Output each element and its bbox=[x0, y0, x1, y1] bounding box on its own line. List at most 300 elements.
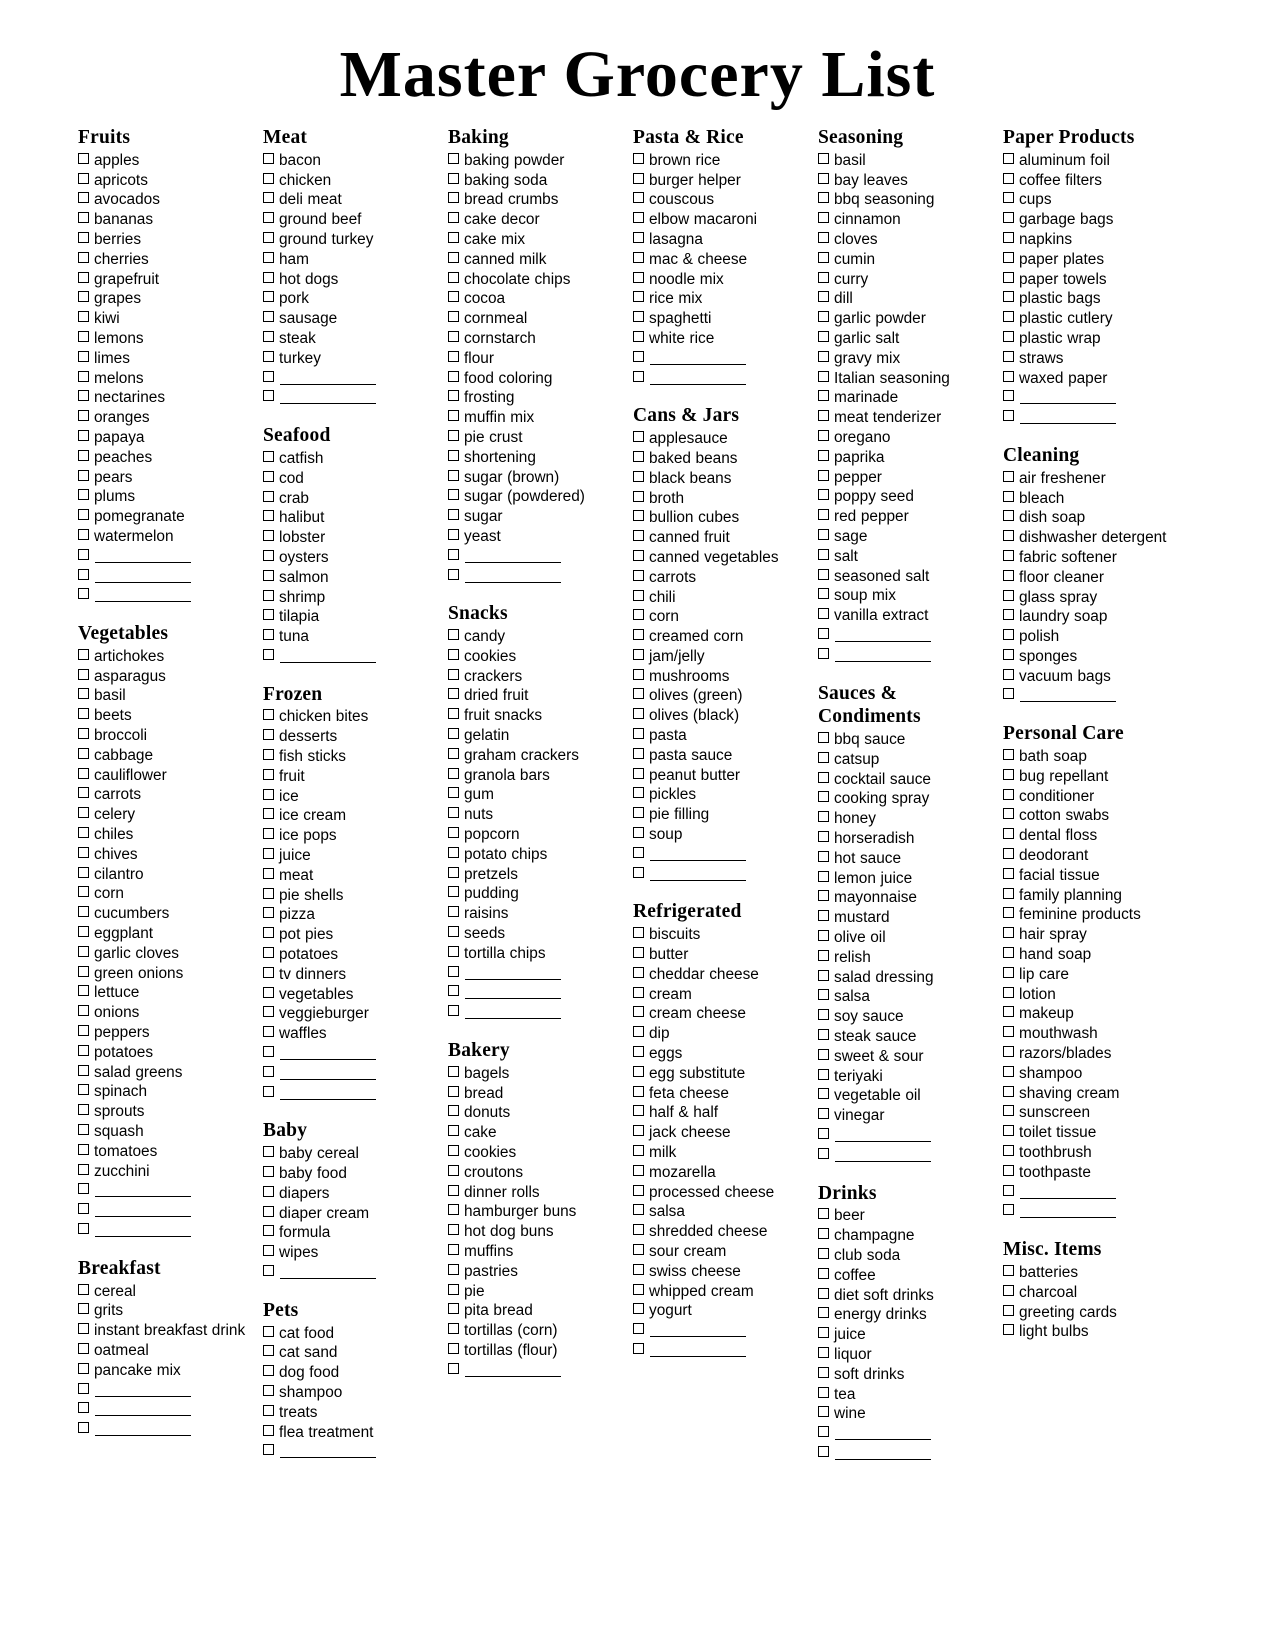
list-item[interactable] bbox=[263, 1004, 438, 1024]
checkbox-icon[interactable] bbox=[1003, 153, 1014, 164]
write-in-item[interactable] bbox=[263, 1044, 438, 1064]
write-in-item[interactable] bbox=[448, 1003, 623, 1023]
checkbox-icon[interactable] bbox=[818, 1069, 829, 1080]
checkbox-icon[interactable] bbox=[263, 947, 274, 958]
checkbox-icon[interactable] bbox=[633, 311, 644, 322]
list-item[interactable] bbox=[818, 730, 993, 750]
list-item[interactable] bbox=[448, 527, 623, 547]
list-item[interactable] bbox=[448, 766, 623, 786]
checkbox-icon[interactable] bbox=[1003, 510, 1014, 521]
list-item[interactable] bbox=[633, 607, 808, 627]
checkbox-icon[interactable] bbox=[1003, 311, 1014, 322]
checkbox-icon[interactable] bbox=[818, 1128, 829, 1139]
checkbox-icon[interactable] bbox=[818, 1248, 829, 1259]
list-item[interactable] bbox=[818, 1365, 993, 1385]
checkbox-icon[interactable] bbox=[263, 709, 274, 720]
list-item[interactable] bbox=[448, 329, 623, 349]
checkbox-icon[interactable] bbox=[818, 1208, 829, 1219]
list-item[interactable] bbox=[78, 448, 253, 468]
list-item[interactable] bbox=[1003, 965, 1178, 985]
checkbox-icon[interactable] bbox=[78, 509, 89, 520]
write-in-rule[interactable] bbox=[95, 1385, 191, 1397]
list-item[interactable] bbox=[78, 1003, 253, 1023]
checkbox-icon[interactable] bbox=[448, 1145, 459, 1156]
checkbox-icon[interactable] bbox=[448, 232, 459, 243]
list-item[interactable] bbox=[263, 1024, 438, 1044]
write-in-rule[interactable] bbox=[1020, 1206, 1116, 1218]
list-item[interactable] bbox=[1003, 886, 1178, 906]
checkbox-icon[interactable] bbox=[818, 192, 829, 203]
list-item[interactable] bbox=[633, 825, 808, 845]
write-in-item[interactable] bbox=[78, 1221, 253, 1241]
checkbox-icon[interactable] bbox=[78, 390, 89, 401]
list-item[interactable] bbox=[1003, 647, 1178, 667]
checkbox-icon[interactable] bbox=[263, 987, 274, 998]
checkbox-icon[interactable] bbox=[263, 491, 274, 502]
list-item[interactable] bbox=[1003, 826, 1178, 846]
list-item[interactable] bbox=[1003, 1303, 1178, 1323]
list-item[interactable] bbox=[78, 1162, 253, 1182]
checkbox-icon[interactable] bbox=[633, 867, 644, 878]
list-item[interactable] bbox=[263, 767, 438, 787]
checkbox-icon[interactable] bbox=[263, 1444, 274, 1455]
checkbox-icon[interactable] bbox=[448, 1185, 459, 1196]
list-item[interactable] bbox=[818, 606, 993, 626]
write-in-rule[interactable] bbox=[465, 551, 561, 563]
checkbox-icon[interactable] bbox=[633, 1185, 644, 1196]
checkbox-icon[interactable] bbox=[818, 232, 829, 243]
list-item[interactable] bbox=[633, 548, 808, 568]
list-item[interactable] bbox=[448, 487, 623, 507]
list-item[interactable] bbox=[78, 884, 253, 904]
checkbox-icon[interactable] bbox=[448, 966, 459, 977]
checkbox-icon[interactable] bbox=[1003, 1185, 1014, 1196]
checkbox-icon[interactable] bbox=[818, 890, 829, 901]
checkbox-icon[interactable] bbox=[818, 1049, 829, 1060]
write-in-rule[interactable] bbox=[1020, 1187, 1116, 1199]
list-item[interactable] bbox=[633, 449, 808, 469]
list-item[interactable] bbox=[1003, 1064, 1178, 1084]
list-item[interactable] bbox=[78, 805, 253, 825]
write-in-item[interactable] bbox=[818, 646, 993, 666]
checkbox-icon[interactable] bbox=[263, 1245, 274, 1256]
checkbox-icon[interactable] bbox=[78, 926, 89, 937]
checkbox-icon[interactable] bbox=[78, 1203, 89, 1214]
list-item[interactable] bbox=[78, 766, 253, 786]
write-in-rule[interactable] bbox=[280, 373, 376, 385]
list-item[interactable] bbox=[818, 586, 993, 606]
list-item[interactable] bbox=[633, 171, 808, 191]
write-in-rule[interactable] bbox=[1020, 392, 1116, 404]
list-item[interactable] bbox=[78, 1063, 253, 1083]
list-item[interactable] bbox=[78, 924, 253, 944]
checkbox-icon[interactable] bbox=[818, 910, 829, 921]
list-item[interactable] bbox=[263, 1144, 438, 1164]
write-in-rule[interactable] bbox=[835, 1150, 931, 1162]
list-item[interactable] bbox=[818, 928, 993, 948]
checkbox-icon[interactable] bbox=[263, 1206, 274, 1217]
list-item[interactable] bbox=[1003, 607, 1178, 627]
checkbox-icon[interactable] bbox=[1003, 789, 1014, 800]
list-item[interactable] bbox=[263, 210, 438, 230]
list-item[interactable] bbox=[633, 309, 808, 329]
list-item[interactable] bbox=[818, 1086, 993, 1106]
list-item[interactable] bbox=[1003, 329, 1178, 349]
list-item[interactable] bbox=[1003, 349, 1178, 369]
checkbox-icon[interactable] bbox=[633, 1204, 644, 1215]
list-item[interactable] bbox=[818, 1385, 993, 1405]
list-item[interactable] bbox=[78, 1122, 253, 1142]
list-item[interactable] bbox=[633, 429, 808, 449]
write-in-item[interactable] bbox=[633, 1321, 808, 1341]
checkbox-icon[interactable] bbox=[818, 1268, 829, 1279]
checkbox-icon[interactable] bbox=[78, 807, 89, 818]
checkbox-icon[interactable] bbox=[818, 772, 829, 783]
checkbox-icon[interactable] bbox=[448, 1323, 459, 1334]
list-item[interactable] bbox=[78, 487, 253, 507]
list-item[interactable] bbox=[263, 548, 438, 568]
checkbox-icon[interactable] bbox=[448, 906, 459, 917]
list-item[interactable] bbox=[78, 151, 253, 171]
list-item[interactable] bbox=[818, 369, 993, 389]
checkbox-icon[interactable] bbox=[78, 430, 89, 441]
checkbox-icon[interactable] bbox=[818, 648, 829, 659]
checkbox-icon[interactable] bbox=[633, 272, 644, 283]
checkbox-icon[interactable] bbox=[818, 1288, 829, 1299]
list-item[interactable] bbox=[1003, 806, 1178, 826]
checkbox-icon[interactable] bbox=[448, 669, 459, 680]
checkbox-icon[interactable] bbox=[1003, 192, 1014, 203]
list-item[interactable] bbox=[1003, 1024, 1178, 1044]
write-in-item[interactable] bbox=[818, 1444, 993, 1464]
list-item[interactable] bbox=[818, 829, 993, 849]
checkbox-icon[interactable] bbox=[818, 1307, 829, 1318]
checkbox-icon[interactable] bbox=[448, 569, 459, 580]
list-item[interactable] bbox=[633, 985, 808, 1005]
checkbox-icon[interactable] bbox=[263, 1405, 274, 1416]
list-item[interactable] bbox=[263, 568, 438, 588]
write-in-rule[interactable] bbox=[95, 1185, 191, 1197]
list-item[interactable] bbox=[448, 944, 623, 964]
list-item[interactable] bbox=[1003, 151, 1178, 171]
list-item[interactable] bbox=[448, 726, 623, 746]
checkbox-icon[interactable] bbox=[818, 549, 829, 560]
list-item[interactable] bbox=[78, 647, 253, 667]
checkbox-icon[interactable] bbox=[448, 688, 459, 699]
list-item[interactable] bbox=[78, 349, 253, 369]
list-item[interactable] bbox=[263, 965, 438, 985]
checkbox-icon[interactable] bbox=[818, 732, 829, 743]
list-item[interactable] bbox=[448, 468, 623, 488]
list-item[interactable] bbox=[818, 1325, 993, 1345]
checkbox-icon[interactable] bbox=[448, 867, 459, 878]
write-in-item[interactable] bbox=[263, 369, 438, 389]
checkbox-icon[interactable] bbox=[448, 926, 459, 937]
checkbox-icon[interactable] bbox=[263, 1385, 274, 1396]
list-item[interactable] bbox=[1003, 489, 1178, 509]
list-item[interactable] bbox=[263, 469, 438, 489]
checkbox-icon[interactable] bbox=[78, 1343, 89, 1354]
write-in-rule[interactable] bbox=[280, 1446, 376, 1458]
checkbox-icon[interactable] bbox=[448, 549, 459, 560]
checkbox-icon[interactable] bbox=[78, 886, 89, 897]
write-in-item[interactable] bbox=[1003, 388, 1178, 408]
checkbox-icon[interactable] bbox=[633, 807, 644, 818]
write-in-rule[interactable] bbox=[95, 590, 191, 602]
list-item[interactable] bbox=[263, 945, 438, 965]
list-item[interactable] bbox=[633, 1004, 808, 1024]
write-in-rule[interactable] bbox=[280, 1267, 376, 1279]
list-item[interactable] bbox=[78, 210, 253, 230]
checkbox-icon[interactable] bbox=[263, 1026, 274, 1037]
list-item[interactable] bbox=[818, 329, 993, 349]
checkbox-icon[interactable] bbox=[1003, 1026, 1014, 1037]
list-item[interactable] bbox=[633, 1123, 808, 1143]
list-item[interactable] bbox=[78, 1321, 253, 1341]
checkbox-icon[interactable] bbox=[263, 173, 274, 184]
checkbox-icon[interactable] bbox=[818, 1446, 829, 1457]
checkbox-icon[interactable] bbox=[78, 748, 89, 759]
list-item[interactable] bbox=[263, 1184, 438, 1204]
list-item[interactable] bbox=[263, 1383, 438, 1403]
checkbox-icon[interactable] bbox=[263, 907, 274, 918]
list-item[interactable] bbox=[263, 787, 438, 807]
list-item[interactable] bbox=[1003, 1163, 1178, 1183]
checkbox-icon[interactable] bbox=[263, 1365, 274, 1376]
checkbox-icon[interactable] bbox=[448, 1343, 459, 1354]
checkbox-icon[interactable] bbox=[78, 867, 89, 878]
list-item[interactable] bbox=[78, 289, 253, 309]
checkbox-icon[interactable] bbox=[263, 1086, 274, 1097]
list-item[interactable] bbox=[818, 908, 993, 928]
list-item[interactable] bbox=[818, 1266, 993, 1286]
checkbox-icon[interactable] bbox=[263, 390, 274, 401]
list-item[interactable] bbox=[818, 770, 993, 790]
checkbox-icon[interactable] bbox=[78, 1183, 89, 1194]
checkbox-icon[interactable] bbox=[633, 173, 644, 184]
write-in-rule[interactable] bbox=[465, 1365, 561, 1377]
list-item[interactable] bbox=[78, 1301, 253, 1321]
list-item[interactable] bbox=[263, 846, 438, 866]
checkbox-icon[interactable] bbox=[448, 410, 459, 421]
checkbox-icon[interactable] bbox=[633, 1145, 644, 1156]
checkbox-icon[interactable] bbox=[263, 550, 274, 561]
checkbox-icon[interactable] bbox=[633, 1026, 644, 1037]
list-item[interactable] bbox=[448, 428, 623, 448]
list-item[interactable] bbox=[448, 785, 623, 805]
checkbox-icon[interactable] bbox=[263, 1046, 274, 1057]
list-item[interactable] bbox=[633, 1143, 808, 1163]
write-in-item[interactable] bbox=[78, 1181, 253, 1201]
checkbox-icon[interactable] bbox=[263, 570, 274, 581]
list-item[interactable] bbox=[1003, 1263, 1178, 1283]
list-item[interactable] bbox=[448, 825, 623, 845]
checkbox-icon[interactable] bbox=[633, 1343, 644, 1354]
checkbox-icon[interactable] bbox=[1003, 1105, 1014, 1116]
checkbox-icon[interactable] bbox=[263, 510, 274, 521]
list-item[interactable] bbox=[263, 727, 438, 747]
list-item[interactable] bbox=[448, 369, 623, 389]
checkbox-icon[interactable] bbox=[448, 351, 459, 362]
checkbox-icon[interactable] bbox=[263, 371, 274, 382]
checkbox-icon[interactable] bbox=[633, 192, 644, 203]
checkbox-icon[interactable] bbox=[1003, 1204, 1014, 1215]
list-item[interactable] bbox=[78, 1043, 253, 1063]
checkbox-icon[interactable] bbox=[78, 906, 89, 917]
list-item[interactable] bbox=[1003, 1044, 1178, 1064]
list-item[interactable] bbox=[818, 210, 993, 230]
checkbox-icon[interactable] bbox=[1003, 1125, 1014, 1136]
checkbox-icon[interactable] bbox=[263, 530, 274, 541]
checkbox-icon[interactable] bbox=[448, 291, 459, 302]
write-in-item[interactable] bbox=[263, 647, 438, 667]
list-item[interactable] bbox=[1003, 528, 1178, 548]
list-item[interactable] bbox=[1003, 190, 1178, 210]
list-item[interactable] bbox=[818, 1226, 993, 1246]
checkbox-icon[interactable] bbox=[448, 946, 459, 957]
write-in-item[interactable] bbox=[78, 567, 253, 587]
write-in-rule[interactable] bbox=[280, 1068, 376, 1080]
checkbox-icon[interactable] bbox=[78, 1084, 89, 1095]
list-item[interactable] bbox=[448, 686, 623, 706]
list-item[interactable] bbox=[818, 230, 993, 250]
list-item[interactable] bbox=[263, 329, 438, 349]
write-in-rule[interactable] bbox=[280, 1048, 376, 1060]
checkbox-icon[interactable] bbox=[1003, 888, 1014, 899]
list-item[interactable] bbox=[818, 750, 993, 770]
checkbox-icon[interactable] bbox=[633, 252, 644, 263]
list-item[interactable] bbox=[448, 171, 623, 191]
checkbox-icon[interactable] bbox=[448, 390, 459, 401]
checkbox-icon[interactable] bbox=[633, 967, 644, 978]
list-item[interactable] bbox=[448, 289, 623, 309]
checkbox-icon[interactable] bbox=[78, 549, 89, 560]
list-item[interactable] bbox=[263, 171, 438, 191]
list-item[interactable] bbox=[448, 1321, 623, 1341]
checkbox-icon[interactable] bbox=[448, 331, 459, 342]
checkbox-icon[interactable] bbox=[818, 1327, 829, 1338]
list-item[interactable] bbox=[78, 865, 253, 885]
checkbox-icon[interactable] bbox=[448, 430, 459, 441]
checkbox-icon[interactable] bbox=[633, 570, 644, 581]
write-in-rule[interactable] bbox=[650, 869, 746, 881]
list-item[interactable] bbox=[633, 1064, 808, 1084]
write-in-item[interactable] bbox=[818, 626, 993, 646]
checkbox-icon[interactable] bbox=[818, 1009, 829, 1020]
list-item[interactable] bbox=[818, 428, 993, 448]
list-item[interactable] bbox=[633, 289, 808, 309]
checkbox-icon[interactable] bbox=[633, 471, 644, 482]
write-in-rule[interactable] bbox=[280, 651, 376, 663]
list-item[interactable] bbox=[818, 448, 993, 468]
list-item[interactable] bbox=[818, 527, 993, 547]
checkbox-icon[interactable] bbox=[818, 331, 829, 342]
write-in-rule[interactable] bbox=[650, 1345, 746, 1357]
checkbox-icon[interactable] bbox=[818, 831, 829, 842]
checkbox-icon[interactable] bbox=[633, 351, 644, 362]
checkbox-icon[interactable] bbox=[1003, 688, 1014, 699]
checkbox-icon[interactable] bbox=[818, 410, 829, 421]
list-item[interactable] bbox=[818, 1047, 993, 1067]
list-item[interactable] bbox=[633, 965, 808, 985]
list-item[interactable] bbox=[633, 151, 808, 171]
checkbox-icon[interactable] bbox=[818, 930, 829, 941]
write-in-item[interactable] bbox=[78, 1381, 253, 1401]
list-item[interactable] bbox=[448, 507, 623, 527]
checkbox-icon[interactable] bbox=[1003, 967, 1014, 978]
checkbox-icon[interactable] bbox=[818, 371, 829, 382]
checkbox-icon[interactable] bbox=[78, 708, 89, 719]
checkbox-icon[interactable] bbox=[448, 807, 459, 818]
checkbox-icon[interactable] bbox=[263, 828, 274, 839]
list-item[interactable] bbox=[263, 309, 438, 329]
list-item[interactable] bbox=[633, 805, 808, 825]
list-item[interactable] bbox=[1003, 250, 1178, 270]
list-item[interactable] bbox=[263, 985, 438, 1005]
checkbox-icon[interactable] bbox=[1003, 609, 1014, 620]
write-in-item[interactable] bbox=[633, 865, 808, 885]
list-item[interactable] bbox=[818, 309, 993, 329]
checkbox-icon[interactable] bbox=[448, 1125, 459, 1136]
list-item[interactable] bbox=[1003, 548, 1178, 568]
list-item[interactable] bbox=[633, 746, 808, 766]
write-in-item[interactable] bbox=[78, 1201, 253, 1221]
checkbox-icon[interactable] bbox=[263, 609, 274, 620]
list-item[interactable] bbox=[78, 904, 253, 924]
list-item[interactable] bbox=[633, 925, 808, 945]
checkbox-icon[interactable] bbox=[78, 827, 89, 838]
checkbox-icon[interactable] bbox=[78, 649, 89, 660]
list-item[interactable] bbox=[633, 1262, 808, 1282]
checkbox-icon[interactable] bbox=[818, 489, 829, 500]
list-item[interactable] bbox=[1003, 1283, 1178, 1303]
write-in-item[interactable] bbox=[1003, 1183, 1178, 1203]
list-item[interactable] bbox=[818, 809, 993, 829]
list-item[interactable] bbox=[78, 1102, 253, 1122]
checkbox-icon[interactable] bbox=[448, 1363, 459, 1374]
checkbox-icon[interactable] bbox=[448, 748, 459, 759]
list-item[interactable] bbox=[818, 789, 993, 809]
list-item[interactable] bbox=[78, 527, 253, 547]
checkbox-icon[interactable] bbox=[78, 489, 89, 500]
list-item[interactable] bbox=[818, 968, 993, 988]
checkbox-icon[interactable] bbox=[818, 1426, 829, 1437]
list-item[interactable] bbox=[263, 1343, 438, 1363]
write-in-item[interactable] bbox=[448, 567, 623, 587]
list-item[interactable] bbox=[263, 588, 438, 608]
list-item[interactable] bbox=[448, 667, 623, 687]
list-item[interactable] bbox=[818, 349, 993, 369]
write-in-rule[interactable] bbox=[280, 392, 376, 404]
checkbox-icon[interactable] bbox=[78, 331, 89, 342]
checkbox-icon[interactable] bbox=[448, 489, 459, 500]
checkbox-icon[interactable] bbox=[633, 728, 644, 739]
list-item[interactable] bbox=[263, 747, 438, 767]
checkbox-icon[interactable] bbox=[633, 530, 644, 541]
write-in-rule[interactable] bbox=[280, 1088, 376, 1100]
checkbox-icon[interactable] bbox=[633, 768, 644, 779]
checkbox-icon[interactable] bbox=[818, 450, 829, 461]
list-item[interactable] bbox=[818, 408, 993, 428]
list-item[interactable] bbox=[448, 309, 623, 329]
checkbox-icon[interactable] bbox=[78, 946, 89, 957]
write-in-item[interactable] bbox=[1003, 686, 1178, 706]
checkbox-icon[interactable] bbox=[1003, 1305, 1014, 1316]
list-item[interactable] bbox=[633, 190, 808, 210]
checkbox-icon[interactable] bbox=[1003, 351, 1014, 362]
list-item[interactable] bbox=[78, 686, 253, 706]
list-item[interactable] bbox=[78, 230, 253, 250]
